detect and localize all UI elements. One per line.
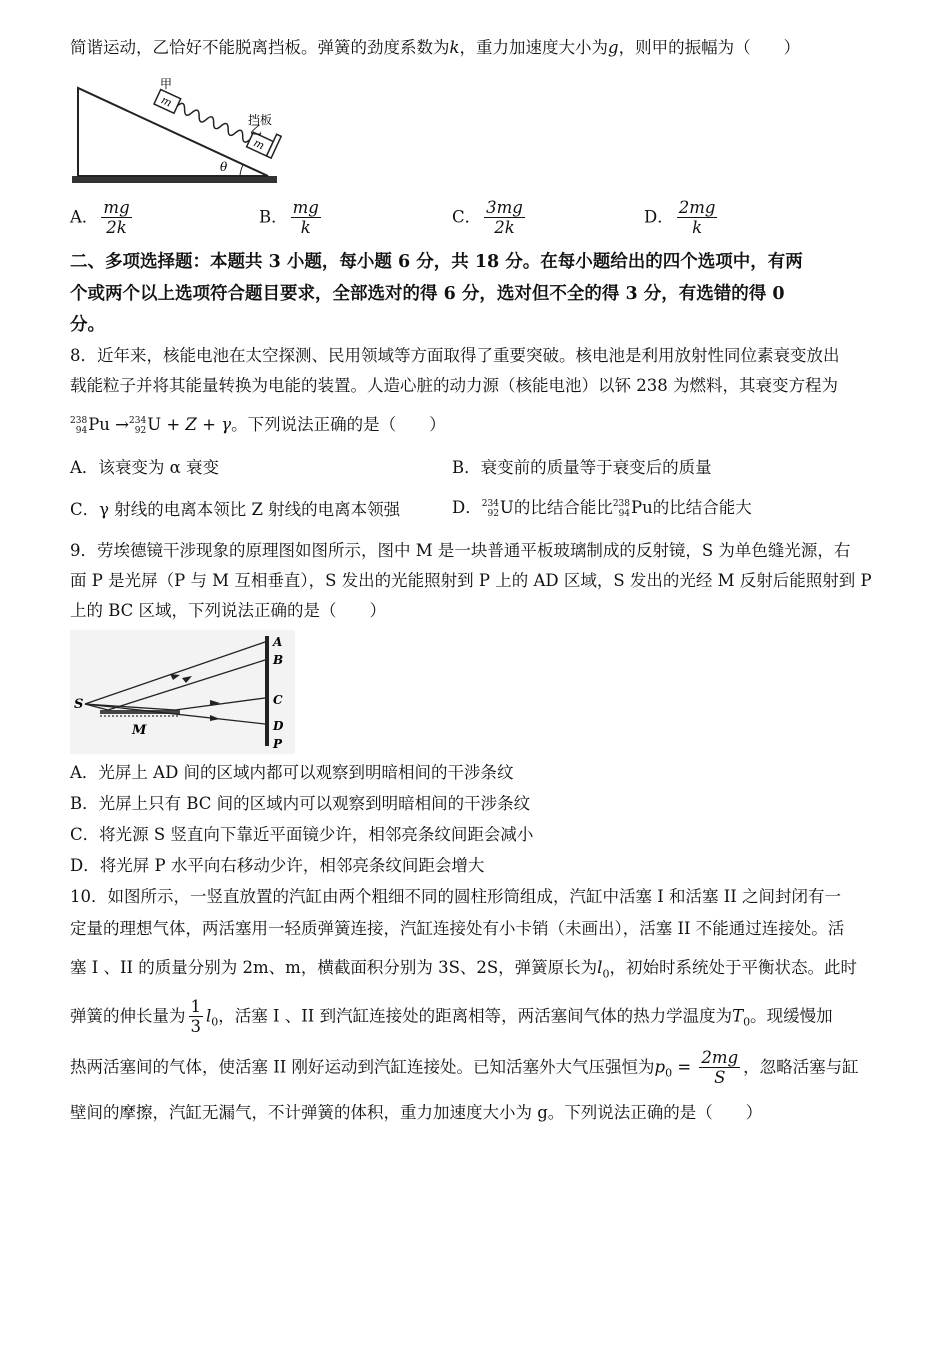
q8-stem-line1: 8．近年来，核能电池在太空探测、民用领域等方面取得了重要突破。核电池是利用放射性同位素衰变放出: [70, 346, 840, 365]
label-p: P: [273, 737, 283, 751]
q8-option-b[interactable]: B．衰变前的质量等于衰变后的质量: [452, 458, 712, 477]
label-s: S: [74, 697, 84, 712]
fraction-one-third: $\frac{1}{3}$: [190, 997, 201, 1036]
q10-stem-line6: 壁间的摩擦，汽缸无漏气，不计弹簧的体积，重力加速度大小为 g。下列说法正确的是（ ）: [70, 1103, 763, 1122]
fraction: $\frac{mg}{2k}$: [103, 198, 130, 237]
q10-stem-line3: 塞 I 、II 的质量分别为 2m、m，横截面积分别为 3S、2S，弹簧原长为$l_0$，初始时系统处于平衡状态。此时: [70, 958, 857, 981]
label-jia: 甲: [160, 77, 173, 91]
label-c: C: [273, 693, 283, 707]
q9-option-a[interactable]: A．光屏上 AD 间的区域内都可以观察到明暗相间的干涉条纹: [70, 763, 514, 782]
label-yi: 乙: [250, 123, 263, 137]
block-yi-mass: m: [251, 136, 267, 153]
label-theta: θ: [220, 160, 228, 174]
q7-option-a[interactable]: A． $\frac{mg}{2k}$: [70, 198, 130, 237]
label-b: B: [273, 653, 284, 667]
q7-stem: 简谐运动，乙恰好不能脱离挡板。弹簧的劲度系数为k，重力加速度大小为g，则甲的振幅为（ ）: [70, 38, 801, 57]
q7-incline-figure: [72, 72, 282, 188]
fraction: $\frac{3mg}{2k}$: [486, 198, 523, 237]
q7-option-d[interactable]: D． $\frac{2mg}{k}$: [644, 198, 716, 237]
screen-p: [265, 636, 269, 746]
fraction: $\frac{2mg}{k}$: [678, 198, 716, 237]
block-jia-mass: m: [158, 93, 174, 110]
q9-stem-line3: 上的 BC 区域，下列说法正确的是（ ）: [70, 601, 387, 620]
q10-stem-line2: 定量的理想气体，两活塞用一轻质弹簧连接，汽缸连接处有小卡销（未画出），活塞 II 不能通过连接处。活: [70, 919, 845, 938]
isotope-numbers: 234 92: [129, 415, 147, 436]
isotope-numbers: 238 94: [612, 498, 631, 519]
q9-option-b[interactable]: B．光屏上只有 BC 间的区域内可以观察到明暗相间的干涉条纹: [70, 794, 531, 813]
q7-option-c[interactable]: C． $\frac{3mg}{2k}$: [452, 198, 523, 237]
q8-stem-line2: 载能粒子并将其能量转换为电能的装置。人造心脏的动力源（核能电池）以钚 238 为燃料，其衰变方程为: [70, 376, 838, 395]
section2-heading-line2: 个或两个以上选项符合题目要求，全部选对的得 6 分，选对但不全的得 3 分，有选错的得 0: [70, 284, 785, 304]
q8-option-c[interactable]: C．γ 射线的电离本领比 Z 射线的电离本领强: [70, 500, 401, 519]
isotope-numbers: 238 94: [70, 415, 88, 436]
section2-heading-line3: 分。: [70, 315, 105, 335]
q10-stem-line1: 10．如图所示，一竖直放置的汽缸由两个粗细不同的圆柱形筒组成，汽缸中活塞 I 和活塞 II 之间封闭有一: [70, 887, 842, 906]
label-board: 挡板: [247, 113, 272, 127]
label-d: D: [273, 719, 284, 733]
ground: [72, 176, 277, 183]
fraction-p0: $\frac{2mg}{S}$: [701, 1048, 739, 1087]
q9-lloyd-mirror-figure: [70, 630, 295, 754]
q9-option-d[interactable]: D．将光屏 P 水平向右移动少许，相邻亮条纹间距会增大: [70, 856, 485, 875]
q8-option-d[interactable]: D． 234 92 U的比结合能比 238 94 Pu的比结合能大: [452, 498, 752, 519]
q9-stem-line1: 9．劳埃德镜干涉现象的原理图如图所示，图中 M 是一块普通平板玻璃制成的反射镜，S 为单色缝光源，右: [70, 541, 851, 560]
q7-option-b[interactable]: B． $\frac{mg}{k}$: [259, 198, 319, 237]
q10-stem-line5: 热两活塞间的气体，使活塞 II 刚好运动到汽缸连接处。已知活塞外大气压强恒为$p_0$ = $\frac{2mg}{S}$ ，忽略活塞与缸: [70, 1048, 859, 1087]
isotope-numbers: 234 92: [481, 498, 499, 519]
fraction: $\frac{mg}{k}$: [292, 198, 319, 237]
q10-stem-line4: 弹簧的伸长量为 $\frac{1}{3}$ $l_0$，活塞 I 、II 到汽缸连接处的距离相等，两活塞间气体的热力学温度为$T_0$。现缓慢加: [70, 997, 833, 1036]
q9-option-c[interactable]: C．将光源 S 竖直向下靠近平面镜少许，相邻亮条纹间距会减小: [70, 825, 534, 844]
q8-decay-equation: 238 94 Pu → 234 92 U + Z + γ。下列说法正确的是（ ）: [70, 415, 446, 436]
angle-arc: [240, 165, 243, 176]
q9-stem-line2: 面 P 是光屏（P 与 M 互相垂直），S 发出的光能照射到 P 上的 AD 区域，S 发出的光经 M 反射后能照射到 P: [70, 571, 872, 590]
label-m: M: [132, 723, 147, 738]
section2-heading-line1: 二、多项选择题：本题共 3 小题，每小题 6 分，共 18 分。在每小题给出的四个选项中，有两: [70, 252, 803, 272]
q8-option-a[interactable]: A．该衰变为 α 衰变: [70, 458, 220, 477]
label-a: A: [273, 635, 283, 649]
